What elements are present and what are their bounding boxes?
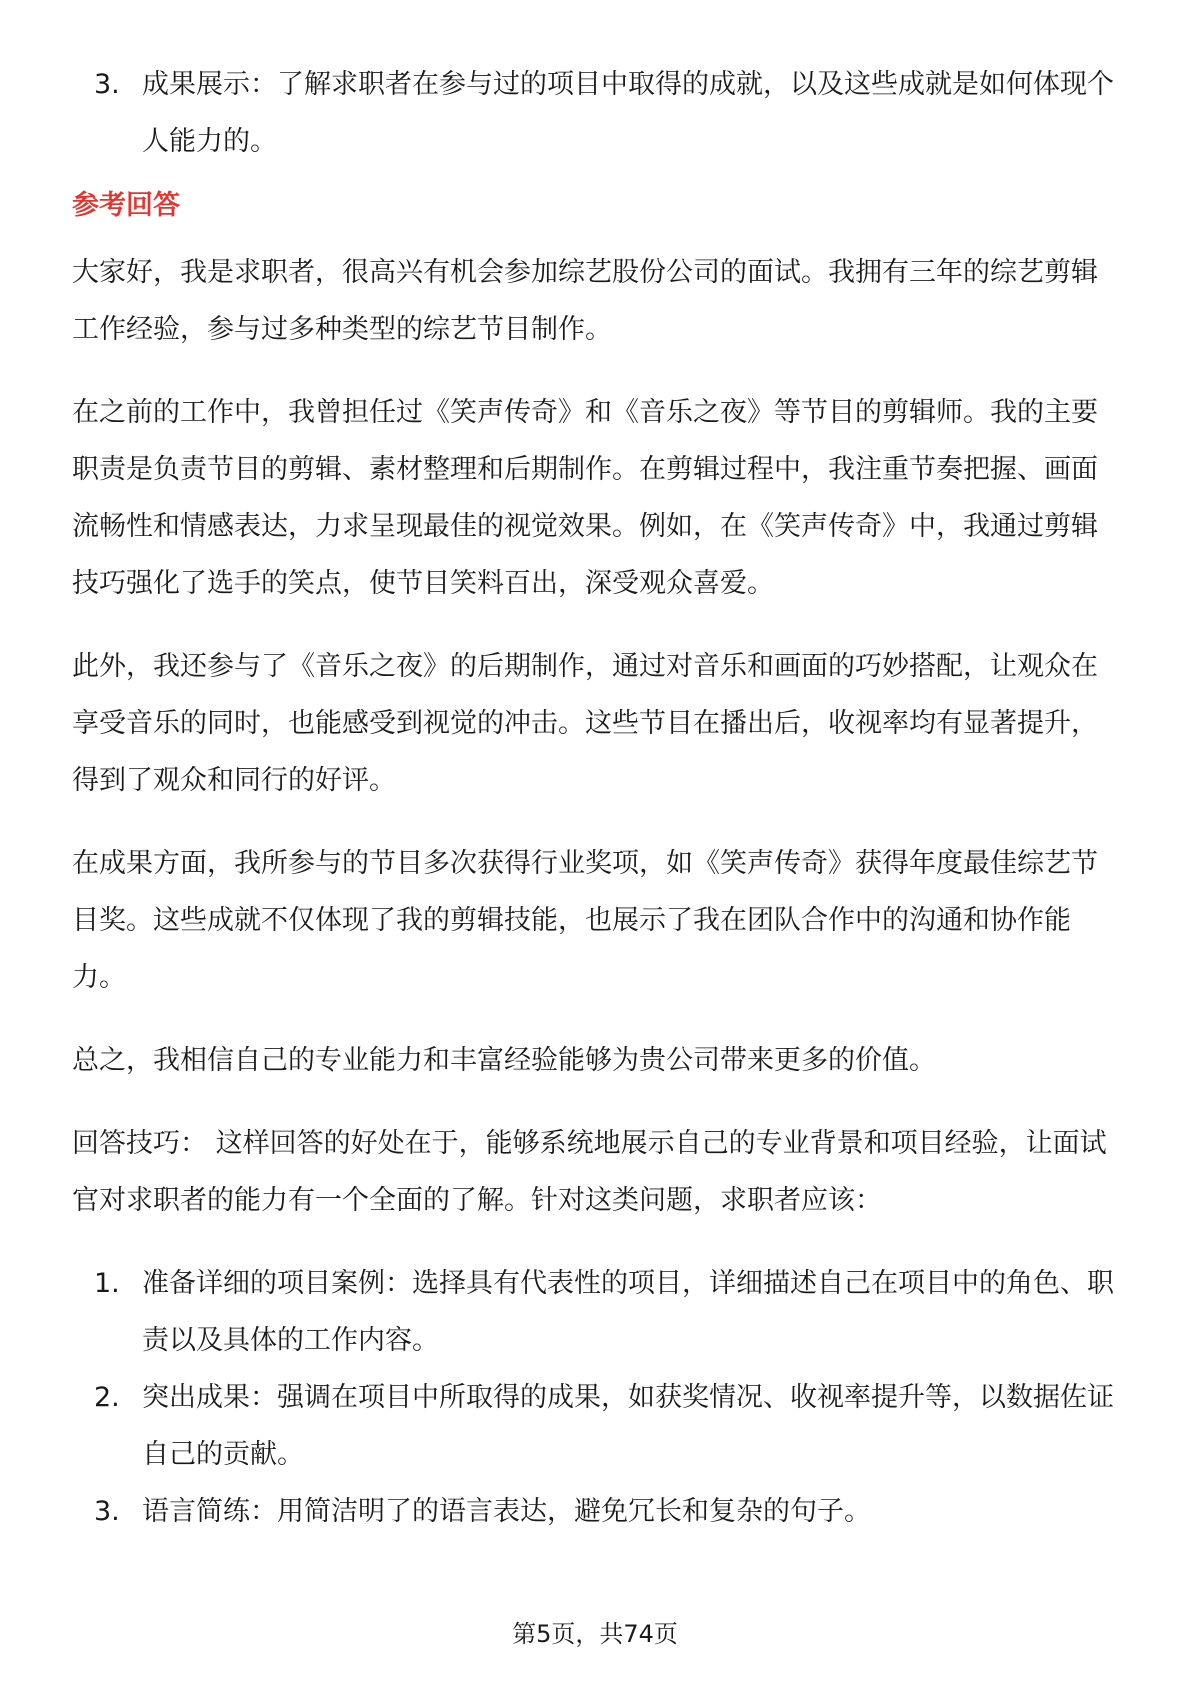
tips-list <box>72 1255 1122 1540</box>
list-item-text: 成果展示：了解求职者在参与过的项目中取得的成就，以及这些成就是如何体现个人能力的。 <box>142 69 1114 157</box>
page-content <box>72 56 1122 1540</box>
answer-paragraph: 在之前的工作中，我曾担任过《笑声传奇》和《音乐之夜》等节目的剪辑师。我的主要职责是负责节目的剪辑、素材整理和后期制作。在剪辑过程中，我注重节奏把握、画面流畅性和情感表达，力求呈现最佳的视觉效果。例如，在《笑声传奇》中，我通过剪辑技巧强化了选手的笑点，使节目笑料百出，深受观众喜爱。 <box>72 397 1098 599</box>
tips-intro-paragraph: 回答技巧： 这样回答的好处在于，能够系统地展示自己的专业背景和项目经验，让面试官对求职者的能力有一个全面的了解。针对这类问题，求职者应该： <box>72 1128 1107 1216</box>
list-number: 3. <box>94 1496 120 1527</box>
list-item <box>72 1255 1122 1369</box>
answer-paragraph: 此外，我还参与了《音乐之夜》的后期制作，通过对音乐和画面的巧妙搭配，让观众在享受音乐的同时，也能感受到视觉的冲击。这些节目在播出后，收视率均有显著提升，得到了观众和同行的好评。 <box>72 651 1098 796</box>
intro-list <box>72 56 1122 170</box>
list-number: 3. <box>94 69 120 100</box>
list-item <box>72 56 1122 170</box>
list-item-text: 语言简练：用简洁明了的语言表达，避免冗长和复杂的句子。 <box>142 1496 871 1527</box>
section-heading: 参考回答 <box>72 190 180 221</box>
list-item <box>72 1369 1122 1483</box>
list-item-text: 突出成果：强调在项目中所取得的成果，如获奖情况、收视率提升等，以数据佐证自己的贡献。 <box>142 1382 1114 1470</box>
answer-paragraph: 总之，我相信自己的专业能力和丰富经验能够为贵公司带来更多的价值。 <box>72 1045 936 1076</box>
list-item <box>72 1483 1122 1540</box>
answer-paragraph: 在成果方面，我所参与的节目多次获得行业奖项，如《笑声传奇》获得年度最佳综艺节目奖。这些成就不仅体现了我的剪辑技能，也展示了我在团队合作中的沟通和协作能力。 <box>72 848 1098 993</box>
list-item-text: 准备详细的项目案例：选择具有代表性的项目，详细描述自己在项目中的角色、职责以及具体的工作内容。 <box>142 1268 1114 1356</box>
page-footer: 第5页，共74页 <box>512 1620 678 1648</box>
list-number: 2. <box>94 1382 120 1413</box>
list-number: 1. <box>94 1268 120 1299</box>
answer-paragraph: 大家好，我是求职者，很高兴有机会参加综艺股份公司的面试。我拥有三年的综艺剪辑工作经验，参与过多种类型的综艺节目制作。 <box>72 257 1098 345</box>
